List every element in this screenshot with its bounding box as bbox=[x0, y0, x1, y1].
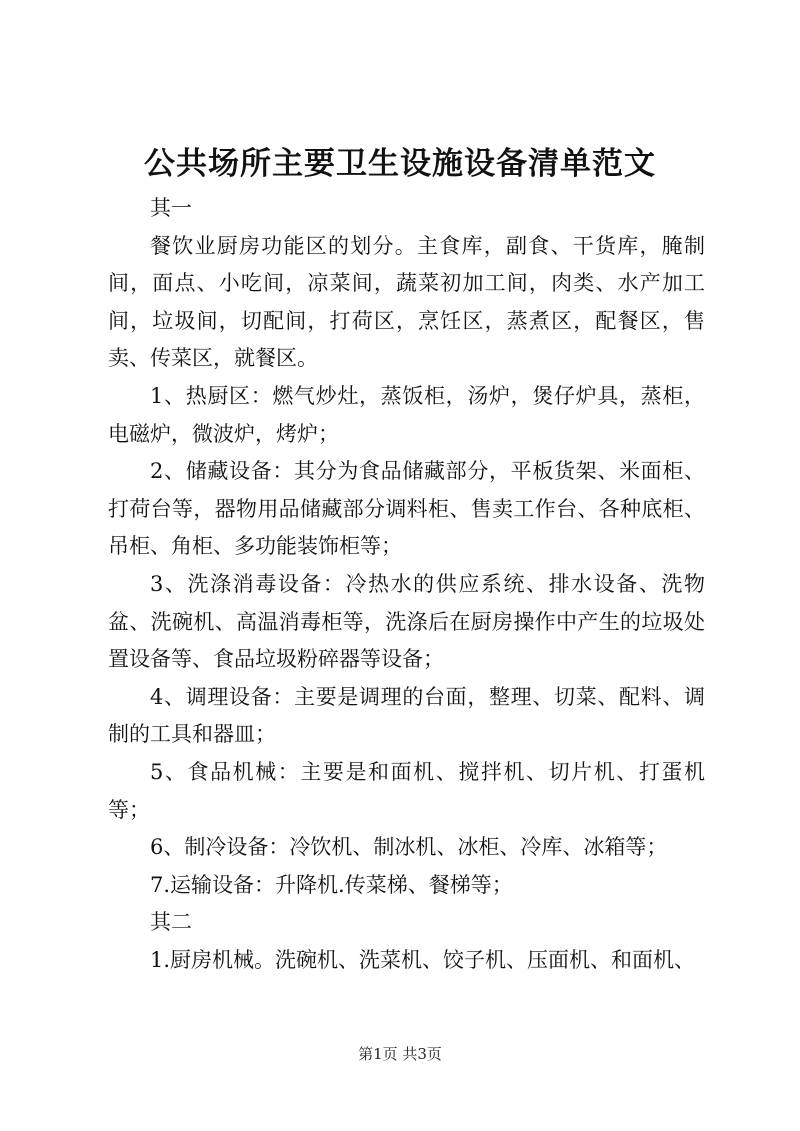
document-body bbox=[108, 190, 705, 979]
list-item-1: 1、热厨区：燃气炒灶，蒸饭柜，汤炉，煲仔炉具，蒸柜，电磁炉，微波炉，烤炉； bbox=[108, 383, 705, 446]
list-item-4: 4、调理设备：主要是调理的台面，整理、切菜、配料、调制的工具和器皿； bbox=[108, 684, 705, 747]
document-title: 公共场所主要卫生设施设备清单范文 bbox=[144, 146, 656, 182]
paragraph-kitchen-zones: 餐饮业厨房功能区的划分。主食库，副食、干货库，腌制间，面点、小吃间，凉菜间，蔬菜初加工间，肉类、水产加工间，垃圾间，切配间，打荷区，烹饪区，蒸煮区，配餐区，售卖、传菜区，就餐区。 bbox=[108, 233, 705, 371]
section-heading-1: 其一 bbox=[150, 196, 192, 220]
list-item-kitchen-machinery: 1.厨房机械。洗碗机、洗菜机、饺子机、压面机、和面机、 bbox=[150, 947, 696, 972]
page-footer: 第1页 共3页 bbox=[358, 1045, 442, 1063]
list-item-6: 6、制冷设备：冷饮机、制冰机、冰柜、冷库、冰箱等； bbox=[150, 835, 668, 860]
list-item-5: 5、食品机械：主要是和面机、搅拌机、切片机、打蛋机等； bbox=[108, 759, 705, 822]
list-item-3: 3、洗涤消毒设备：冷热水的供应系统、排水设备、洗物盆、洗碗机、高温消毒柜等，洗涤后在厨房操作中产生的垃圾处置设备等、食品垃圾粉碎器等设备； bbox=[108, 571, 705, 672]
section-heading-2: 其二 bbox=[150, 910, 192, 935]
list-item-7: 7.运输设备：升降机.传菜梯、餐梯等； bbox=[150, 872, 513, 897]
list-item-2: 2、储藏设备：其分为食品储藏部分，平板货架、米面柜、打荷台等，器物用品储藏部分调料柜、售卖工作台、各种底柜、吊柜、角柜、多功能装饰柜等； bbox=[108, 459, 705, 559]
